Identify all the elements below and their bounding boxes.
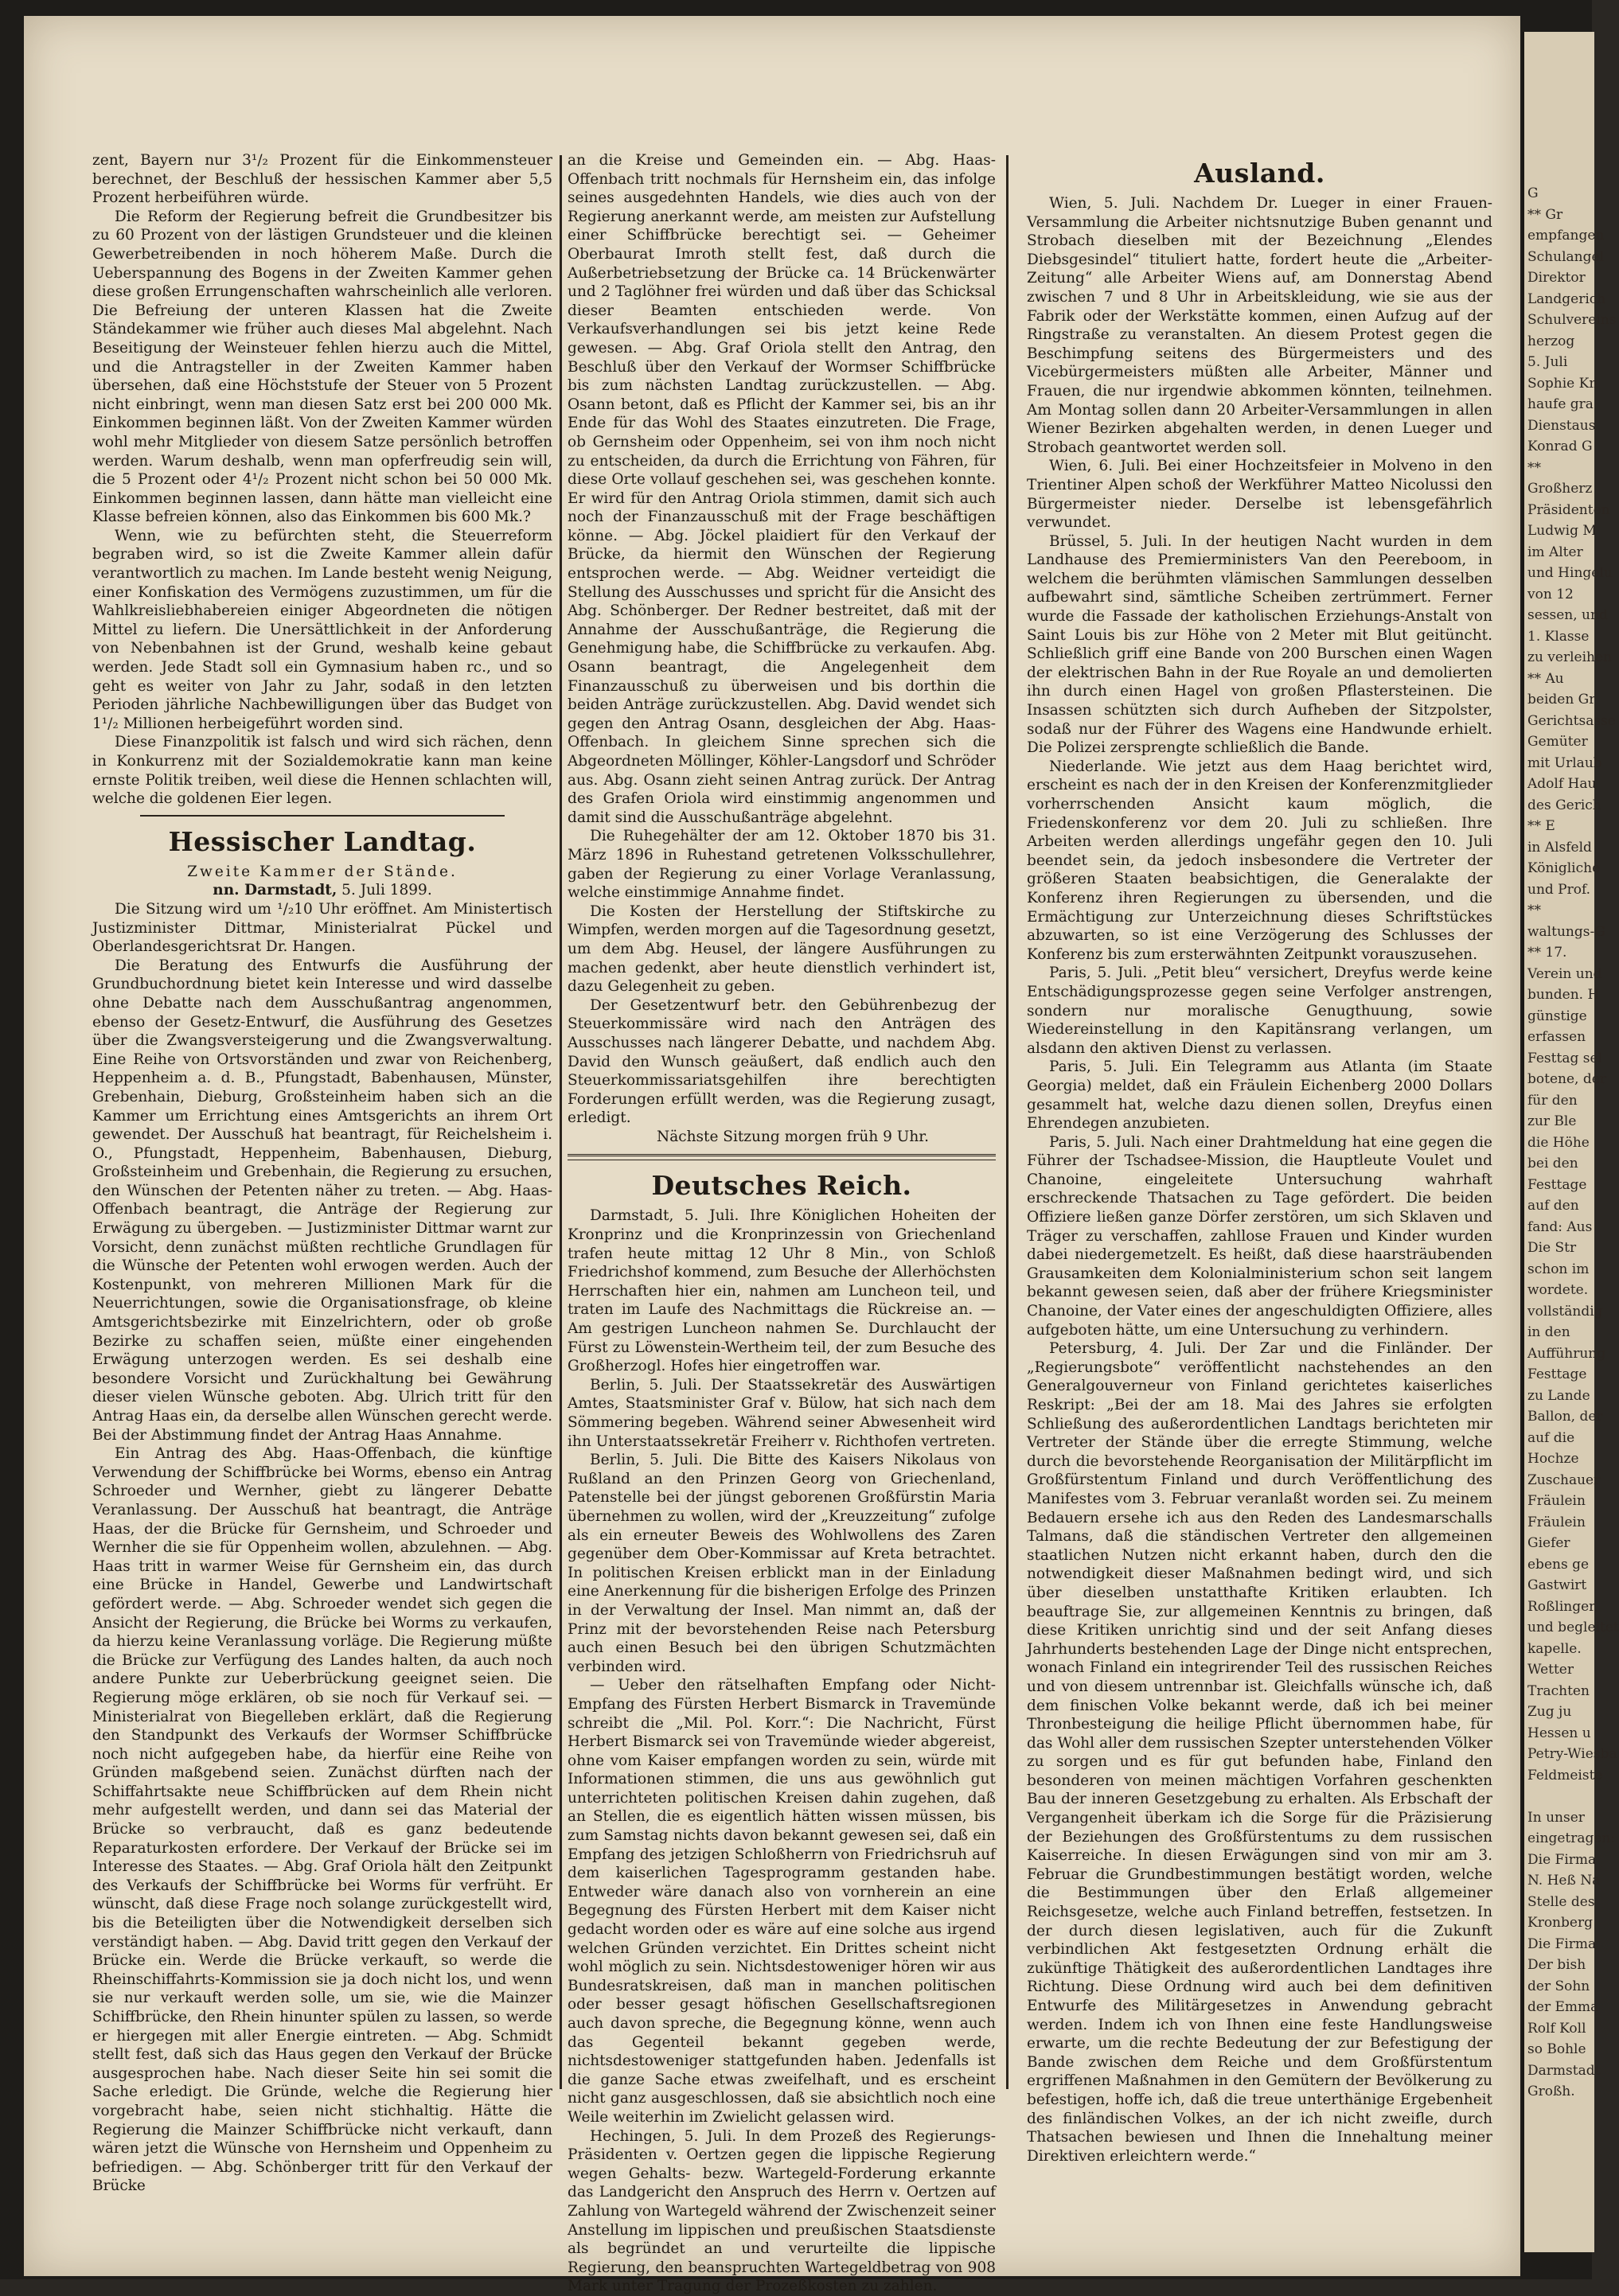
col2-paragraph-2: Die Ruhegehälter der am 12. Oktober 1870 bis 31. März 1896 in Ruhestand getretenen Volksschullehrer, gaben der Regierung zu einer Vorlage Veranlassung, welche einstimmige Annahme findet. bbox=[568, 828, 996, 902]
section-heading-ausland: Ausland. bbox=[1194, 158, 1325, 189]
col2-paragraph-4: Der Gesetzentwurf betr. den Gebührenbezug der Steuerkommissäre wird nach den Anträgen des Ausschusses nach längerer Debatte, und nachdem Abg. David den Wunsch geäußert, daß endlich auch den Steuerkommissariatsgehilfen ihre berechtigten Forderungen erfüllt werden, was die Regierung zusagt, erledigt. bbox=[568, 996, 996, 1127]
section-heading-hessischer-landtag: Hessischer Landtag. bbox=[168, 825, 477, 857]
col3-paragraph-6: Paris, 5. Juli. Ein Telegramm aus Atlanta (im Staate Georgia) meldet, daß ein Fräulein Eichenberg 2000 Dollars gesammelt hat, welche dazu dienen sollen, Dreyfus einen Ehrendegen anzubieten. bbox=[1027, 1058, 1492, 1132]
column-rule-2 bbox=[1006, 155, 1008, 2089]
col2-paragraph-5: Nächste Sitzung morgen früh 9 Uhr. bbox=[657, 1128, 929, 1145]
dateline-place: nn. Darmstadt, bbox=[213, 882, 337, 899]
col2-paragraph-6: Darmstadt, 5. Juli. Ihre Königlichen Hoheiten der Kronprinz und die Kronprinzessin von Griechenland trafen heute mittag 12 Uhr 8 Min., von Schloß Friedrichshof kommend, zum Besuche der Allerhöchsten Herrschaften hier ein, nahmen am Luncheon teil, und traten im Laufe des Nachmittags die Rückreise an. — Am gestrigen Luncheon nahmen Se. Durchlaucht der Fürst zu Löwenstein-Wertheim teil, der zum Besuche des Großherzogl. Hofes hier eingetroffen war. bbox=[568, 1207, 996, 1375]
col1-paragraph-6: Die Beratung des Entwurfs die Ausführung der Grundbuchordnung bietet kein Interesse und wird dasselbe ohne Debatte nach dem Ausschußantrag angenommen, ebenso der Gesetz-Entwurf, die Ausführung des Gesetzes über die Zwangsversteigerung und die Zwangsverwaltung. Eine Reihe von Ortsvorständen und zwar von Reichenberg, Heppenheim a. d. B., Pfungstadt, Babenhausen, Münster, Grebenhain, Dieburg, Großsteinheim haben sich an die Kammer um Errichtung eines Amtsgerichts an ihrem Ort gewendet. Der Ausschuß hat beantragt, für Reichelsheim i. O., Pfungstadt, Heppenheim, Babenhausen, Dieburg, Großsteinheim und Grebenhain, die Regierung zu ersuchen, den Wünschen der Petenten näher zu treten. — Abg. Haas-Offenbach beantragt, die Anträge der Regierung zur Erwägung zu übergeben. — Justizminister Dittmar warnt zur Vorsicht, denn zunächst müßten rechtliche Grundlagen für die Wünsche der Petenten wohl erwogen werden. Auch der Kostenpunkt, von mehreren Millionen Mark für die Neuerrichtungen, sowie die Organisationsfrage, ob kleine Amtsgerichtsbezirke mit Einzelrichtern, oder ob große Bezirke zu schaffen seien, müßte einer eingehenden Erwägung unterzogen werden. Es sei deshalb eine besondere Vorsicht und Zurückhaltung bei Gewährung dieser vielen Wünsche geboten. Abg. Ulrich tritt für den Antrag Haas ein, da derselbe allen Wünschen gerecht werde. Bei der Abstimmung findet der Antrag Haas Annahme. bbox=[92, 957, 552, 1444]
column-rule-1 bbox=[560, 155, 562, 2089]
col2-paragraph-8: Berlin, 5. Juli. Die Bitte des Kaisers Nikolaus von Rußland an den Prinzen Georg von Griechenland, Patenstelle bei der jüngst geborenen Großfürstin Maria übernehmen zu wollen, wird der „Kreuzzeitung“ zufolge als ein erneuter Beweis des Wohlwollens des Zaren gegenüber dem Ober-Kommissar auf Kreta betrachtet. In politischen Kreisen erblickt man in der Einladung eine Anerkennung für die bisherigen Erfolge des Prinzen in der Verwaltung der Insel. Man nimmt an, daß der Prinz mit der bevorstehenden Reise nach Petersburg auch einen Besuch bei den übrigen Schutzmächten verbinden wird. bbox=[568, 1452, 996, 1675]
col3-paragraph-7: Paris, 5. Juli. Nach einer Drahtmeldung hat eine gegen die Führer der Tschadsee-Mission, die Hauptleute Voulet und Chanoine, eingeleitete Untersuchung wahrhaft erschreckende Thatsachen zu Tage gefördert. Die beiden Offiziere ließen ganze Dörfer zerstören, um sich Sklaven und Träger zu verschaffen, zahllose Frauen und Kinder wurden dabei niedergemetzelt. Es heißt, daß diese haarsträubenden Grausamkeiten dem Kolonialministerium schon seit langem bekannt gewesen seien, daß aber der frühere Kriegsminister Chanoine, der Vater eines der angeschuldigten Offiziere, alles aufgeboten hätte, um eine Untersuchung zu verhindern. bbox=[1027, 1133, 1492, 1339]
adjacent-page-fragment: G ** Gr empfangen Schulangel Direktor Landgerich Schulvereins herzog 5. Juli Sophie Kn haufe gra Dienstaus Konrad G ** Großherz Präsidenten Ludwig M im Alter und Hingelu von 12 sessen, und 1. Klasse zu verleihen ** Au beiden Gr Gerichtsasse Gemüter mit Urlaub Adolf Hau des Gerich ** E in Alsfeld Königliche und Prof. ** waltungs-G ** 17. Verein und bunden. H günstige erfassen Festtag sel botene, der für den zur Ble die Höhe bei den Festtage auf den fand: Aus Die Str schon im wordete. vollständig in den Aufführung Festtage zu Lande Ballon, der auf die Hochze Zuschauer Fräulein Fräulein Giefer ebens ge Gastwirt Roßlinger, und begleitet kapelle. Wetter Trachten Zug ju Hessen u Petry-Wiesba Feldmeiste In unser eingetragen: Die Firma N. Heß Na Stelle des Kronberg Die Firma Der bish der Sohn der Emma Rolf Koll so Bohle Darmstadt Großh. bbox=[1527, 185, 1619, 2099]
dateline bbox=[92, 881, 552, 900]
column-1 bbox=[92, 151, 552, 2195]
col2-paragraph-3: Die Kosten der Herstellung der Stiftskirche zu Wimpfen, werden morgen auf die Tagesordnung gesetzt, um dem Abg. Heusel, der längere Ausführungen zu machen gedenkt, aber heute dienstlich verhindert ist, dazu Gelegenheit zu geben. bbox=[568, 902, 996, 996]
section-heading-deutsches-reich: Deutsches Reich. bbox=[651, 1170, 912, 1202]
section-separator bbox=[140, 815, 505, 817]
column-2 bbox=[568, 151, 996, 2295]
col1-paragraph-5: Die Sitzung wird um ¹/₂10 Uhr eröffnet. Am Ministertisch Justizminister Dittmar, Ministerialrat Pückel und Oberlandesgerichtsrat Dr. Hangen. bbox=[92, 900, 552, 956]
col1-paragraph-2: Die Reform der Regierung befreit die Grundbesitzer bis zu 60 Prozent von der lästigen Grundsteuer und die kleinen Gewerbetreibenden in noch höherem Maße. Durch die Ueberspannung des Bogens in der Zweiten Kammer gehen diese großen Errungenschaften wahrscheinlich alle verloren. Die Befreiung der unteren Klassen hat die Zweite Ständekammer wie früher auch dieses Mal abgelehnt. Nach Beseitigung der Weinsteuer fehlen hierzu auch die Mittel, und die Antragsteller in der Zweiten Kammer haben übersehen, daß eine Höchststufe der Steuer von 5 Prozent nicht einbringt, wenn man diesen Satz erst bei 200 000 Mk. Einkommen beginnen läßt. Von der Zweiten Kammer würden wohl mehr Mitglieder von diesem Satze persönlich betroffen werden. Warum deshalb, wenn man opferfreudig sein will, die 5 Prozent oder 4¹/₂ Prozent nicht schon bei 50 000 Mk. Einkommen beginnen lassen, dann hätte man vielleicht eine Klasse befreien können, also das Einkommen bis 600 Mk.? bbox=[92, 208, 552, 526]
col2-paragraph-10: Hechingen, 5. Juli. In dem Prozeß des Regierungs-Präsidenten v. Oertzen gegen die lippische Regierung wegen Gehalts- bezw. Wartegeld-Forderung erkannte das Landgericht den Anspruch des Herrn v. Oertzen auf Zahlung von Wartegeld während der Zwischenzeit seiner Anstellung im lippischen und preußischen Staatsdienste als begründet an und verurteilte die lippische Regierung, den beanspruchten Wartegeldbetrag von 908 Mark unter Tragung der Prozeßkosten zu zahlen. bbox=[568, 2127, 996, 2295]
col2-paragraph-7: Berlin, 5. Juli. Der Staatssekretär des Auswärtigen Amtes, Staatsminister Graf v. Bülow, hat sich nach dem Sömmering begeben. Während seiner Abwesenheit wird ihn Unterstaatssekretär Freiherr v. Richthofen vertreten. bbox=[568, 1376, 996, 1450]
col2-paragraph-9: — Ueber den rätselhaften Empfang oder Nicht-Empfang des Fürsten Herbert Bismarck in Travemünde schreibt die „Mil. Pol. Korr.“: Die Nachricht, Fürst Herbert Bismarck sei von Travemünde wieder abgereist, ohne vom Kaiser empfangen worden zu sein, würde mit Informationen stimmen, die uns aus gewöhnlich gut unterrichteten politischen Kreisen dahin zugehen, daß an Stellen, die es eigentlich hätten wissen müssen, bis zum Samstag nichts davon bekannt gewesen sei, daß ein Empfang des jetzigen Schloßherrn von Friedrichsruh auf dem kaiserlichen Tagesprogramm gestanden habe. Entweder wäre danach also von vornherein an eine Begegnung des Fürsten Herbert mit dem Kaiser nicht gedacht worden oder es wäre auf eine solche aus irgend welchen Gründen verzichtet. Ein Drittes scheint nicht wohl möglich zu sein. Nichtsdestoweniger hören wir aus Bundesratskreisen, daß man in manchen politischen oder besser gesagt höfischen Gesellschaftsregionen auch davon spreche, die Begegnung könne, wenn auch das Gegenteil bekannt gegeben werde, nichtsdestoweniger stattgefunden haben. Jedenfalls ist die ganze Sache etwas zweifelhaft, und es erscheint nicht ganz ausgeschlossen, daß sie absichtlich noch eine Weile weiterhin im Zwielicht gelassen wird. bbox=[568, 1677, 996, 2126]
column-3 bbox=[1027, 151, 1492, 2165]
col3-paragraph-4: Niederlande. Wie jetzt aus dem Haag berichtet wird, erscheint es nach der in den Kreisen der Konferenzmitglieder vorherrschenden Ansicht kaum möglich, die Friedenskonferenz vor dem 20. Juli zu schließen. Ihre Arbeiten werden allerdings ungefähr gegen den 10. Juli beendet sein, da jedoch insbesondere die Vertreter der größeren Staaten beabsichtigen, die Generalakte der Konferenz ihren Regierungen zu übersenden, und die Ermächtigung zur Unterzeichnung dieses Schriftstückes abzuwarten, so ist eine Verzögerung des Schlusses der Konferenz bis zum ersterwähnten Zeitpunkt vorauszusehen. bbox=[1027, 758, 1492, 963]
section-subheading: Zweite Kammer der Stände. bbox=[187, 863, 458, 880]
section-double-rule bbox=[568, 1154, 996, 1160]
col3-paragraph-1: Wien, 5. Juli. Nachdem Dr. Lueger in einer Frauen-Versammlung die Arbeiter nichtsnutzige Buben genannt und Strobach dieselben mit der Bezeichnung „Elendes Diebsgesindel“ tituliert hatte, fordert heute die „Arbeiter-Zeitung“ alle Arbeiter Wiens auf, am Donnerstag Abend zwischen 7 und 8 Uhr in Arbeitskleidung, wie sie aus der Fabrik oder der Werkstätte kommen, einen Aufzug auf der Ringstraße zu veranstalten. An diesem Protest gegen die Beschimpfung seitens des Bürgermeisters und des Vicebürgermeisters müßten alle Arbeiter, Männer und Frauen, die nur irgendwie abkommen könnten, teilnehmen. Am Montag sollen dann 20 Arbeiter-Versammlungen in allen Wiener Bezirken abgehalten werden, in denen Lueger und Strobach geantwortet werden soll. bbox=[1027, 195, 1492, 456]
col3-paragraph-5: Paris, 5. Juli. „Petit bleu“ versichert, Dreyfus werde keine Entschädigungsprozesse gegen seine Verfolger anstrengen, sondern nur moralische Genugthuung, sowie Wiedereinstellung in den Kapitänsrang verlangen, um alsdann den aktiven Dienst zu verlassen. bbox=[1027, 965, 1492, 1057]
col3-paragraph-2: Wien, 6. Juli. Bei einer Hochzeitsfeier in Molveno in den Trientiner Alpen schoß der Werkführer Matteo Nicolussi den Bürgermeister nieder. Derselbe ist lebensgefährlich verwundet. bbox=[1027, 458, 1492, 532]
col1-paragraph-4: Diese Finanzpolitik ist falsch und wird sich rächen, denn in Konkurrenz mit der Sozialdemokratie kann man keine ernste Politik treiben, weil diese die Hennen schlachten will, welche die goldenen Eier legen. bbox=[92, 734, 552, 808]
col1-paragraph-7: Ein Antrag des Abg. Haas-Offenbach, die künftige Verwendung der Schiffbrücke bei Worms, ebenso ein Antrag Schroeder und Wernher, giebt zu längerer Debatte Veranlassung. Der Ausschuß hat beantragt, die Anträge Haas, der die Brücke für Gernsheim, und Schroeder und Wernher die sie für Oppenheim wollen, abzulehnen. — Abg. Haas tritt in warmer Weise für Gernsheim ein, das durch eine Brücke in Handel, Gewerbe und Landwirtschaft gefördert werde. — Abg. Schroeder wendet sich gegen die Ansicht der Regierung, die Brücke bei Worms zu verkaufen, da hierzu keine Veranlassung vorläge. Die Regierung müßte die Brücke zur Verfügung des Landes halten, da auch noch andere Punkte zur Ueberbrückung geeignet seien. Die Regierung möge erklären, ob sie noch für Verkauf sei. — Ministerialrat von Biegelleben erklärt, daß die Regierung den Standpunkt des Verkaufs der Wormser Schiffbrücke noch nicht aufgegeben habe, da hierfür eine Reihe von Gründen maßgebend seien. Zunächst dürften nach der Schiffahrtsakte neue Schiffbrücken auf dem Rhein nicht mehr aufgestellt werden, und dann sei das Material der Brücke so verbraucht, daß es ganz bedeutende Reparaturkosten erfordere. Der Verkauf der Brücke sei im Interesse des Staates. — Abg. Graf Oriola hält den Zeitpunkt des Verkaufs der Schiffbrücke bei Worms für verfrüht. Er wünscht, daß diese Frage noch solange zurückgestellt wird, bis die Beteiligten über die Notwendigkeit derselben sich verständigt haben. — Abg. David tritt gegen den Verkauf der Brücke ein. Werde die Brücke verkauft, so werde die Rheinschiffahrts-Kommission sie ja doch nicht los, und wenn sie nur verkauft werden solle, um sie, wie die Mainzer Schiffbrücke, den Rhein hinunter spülen zu lassen, so werde er hiergegen mit aller Energie eintreten. — Abg. Schmidt stellt fest, daß sich das Haus gegen den Verkauf der Brücke ausgesprochen habe. Nach dieser Seite hin sei somit die Sache erledigt. Die Gründe, welche die Regierung hier vorgebracht habe, seien nicht stichhaltig. Hätte die Regierung die Mainzer Schiffbrücke nicht verkauft, dann wären jetzt die Wünsche von Hernsheim und Oppenheim zu befriedigen. — Abg. Schönberger tritt für den Verkauf der Brücke bbox=[92, 1445, 552, 2195]
col3-paragraph-3: Brüssel, 5. Juli. In der heutigen Nacht wurden in dem Landhause des Premierministers Van den Peereboom, in welchem die berühmten vlämischen Sammlungen desselben aufbewahrt sind, sämtliche Scheiben zertrümmert. Ferner wurde die Fassade der katholischen Erziehungs-Anstalt von Saint Louis bis zur Höhe von 2 Meter mit Blut geitüncht. Schließlich griff eine Bande von 200 Burschen einen Wagen der elektrischen Bahn in der Rue Royale an und demolierten ihn durch einen Hagel von großen Pflastersteinen. Die Insassen schützten sich durch Aufheben der Sitzpolster, sodaß nur der Führer des Wagens eine Handwunde erhielt. Die Polizei zersprengte schließlich die Bande. bbox=[1027, 532, 1492, 757]
col2-paragraph-1: an die Kreise und Gemeinden ein. — Abg. Haas-Offenbach tritt nochmals für Hernsheim ein, das infolge seines ausgedehnten Handels, wie dies auch von der Regierung anerkannt werde, am meisten zur Aufstellung einer Schiffbrücke berechtigt sei. — Geheimer Oberbaurat Imroth stellt fest, daß durch die Außerbetriebsetzung der Brücke ca. 14 Brückenwärter und 2 Taglöhner frei würden und daß über das Schicksal dieser Beamten entschieden werde. Von Verkaufsverhandlungen sei bis jetzt keine Rede gewesen. — Abg. Graf Oriola stellt den Antrag, den Beschluß über den Verkauf der Wormser Schiffbrücke bis zum nächsten Landtag zurückzustellen. — Abg. Osann betont, daß es Pflicht der Kammer sei, bis an ihr Ende für das Wohl des Staates einzutreten. Die Frage, ob Gernsheim oder Oppenheim, sei von ihm noch nicht zu entscheiden, da durch die Errichtung von Fähren, für diese Orte vollauf geschehen sei, was geschehen konnte. Er wird für den Antrag Oriola stimmen, damit sich auch noch der Finanzausschuß mit der Frage beschäftigen könne. — Abg. Jöckel plaidiert für den Verkauf der Brücke, da hiermit den Wünschen der Regierung entsprochen werde. — Abg. Weidner verteidigt die Stellung des Ausschusses und spricht für die Ansicht des Abg. Schönberger. Der Redner bestreitet, daß mit der Annahme der Ausschußanträge, die Regierung die Genehmigung habe, die Schiffbrücke zu verkaufen. Abg. Osann beantragt, die Angelegenheit dem Finanzausschuß zu überweisen und bis dorthin die beiden Anträge zurückzustellen. Abg. David wendet sich gegen den Antrag Osann, desgleichen der Abg. Haas-Offenbach. In gleichem Sinne sprechen sich die Abgeordneten Möllinger, Köhler-Langsdorf und Schröder aus. Abg. Osann zieht seinen Antrag zurück. Der Antrag des Grafen Oriola wird einstimmig angenommen und damit sind die Ausschußanträge abgelehnt. bbox=[568, 152, 996, 826]
col1-paragraph-1: zent, Bayern nur 3¹/₂ Prozent für die Einkommensteuer berechnet, der Beschluß der hessischen Kammer aber 5,5 Prozent herbeiführen würde. bbox=[92, 152, 552, 207]
adjacent-page-edge bbox=[1522, 32, 1619, 2252]
col3-paragraph-8: Petersburg, 4. Juli. Der Zar und die Finländer. Der „Regierungsbote“ veröffentlicht nachstehendes an den Generalgouverneur von Finland gerichtetes kaiserliches Reskript: „Bei der am 18. Mai des Jahres sie erfolgten Schließung des außerordentlichen Landtags berichteten mir Vertreter der Stände über die erregte Stimmung, welche durch die bevorstehende Reorganisation der Militärpflicht im Großfürstentum Finland und durch Veröffentlichung des Manifestes vom 3. Februar veranlaßt worden sei. Zu meinem Bedauern ersehe ich aus den Reden des Landesmarschalls Talmans, daß die ständischen Vertreter den allgemeinen staatlichen Nutzen nicht erkannt haben, durch den die notwendigkeit dieser Maßnahmen bedingt wird, und sich über dieselben unstatthafte Kritiken erlaubten. Ich beauftrage Sie, zur allgemeinen Kenntnis zu bringen, daß diese Kritiken unrichtig sind und der seit Anfang dieses Jahrhunderts bestehenden Lage der Dinge nicht entsprechen, wonach Finland ein integrirender Teil des russischen Reiches und von diesem untrennbar ist. Gleichfalls wünsche ich, daß dem finischen Volke bekannt werde, daß ich bei meiner Thronbesteigung die heilige Pflicht übernommen habe, für das Wohl aller dem russischen Szepter unterstehenden Völker zu sorgen und es für gut befunden habe, Finland den besonderen von meinen mächtigen Vorfahren geschenkten Bau der inneren Gesetzgebung zu erhalten. Als Erbschaft der Vergangenheit überkam ich die Sorge für die Präzisierung der Beziehungen des Großfürstentums zu dem russischen Kaiserreiche. In diesen Erwägungen sind von mir am 3. Februar die Grundbestimmungen bestätigt worden, welche die Bestimmungen über den Erlaß allgemeiner Reichsgesetze, welche auch Finland betreffen, festsetzen. In der durch diesen legislativen, auch für die Zukunft verbindlichen Akt festgesetzten Ordnung erhält die zukünftige Thätigkeit des außerordentlichen Landtages ihre Richtung. Diese Ordnung wird auch bei dem definitiven Entwurfe des Militärgesetzes in Anwendung gebracht werden. Indem ich von Ihnen eine feste Handlungsweise erwarte, um die rechte Bedeutung der zur Befestigung der Bande zwischen dem Reiche und dem Großfürstentum ergriffenen Maßnahmen in den Gemütern der Bevölkerung zu befestigen, hoffe ich, daß die treue unterthänige Ergebenheit des finländischen Volkes, an der ich nicht zweifle, durch Thatsachen bewiesen und Ihnen die Innehaltung meiner Direktiven erleichtern werde.“ bbox=[1027, 1340, 1492, 2165]
col1-paragraph-3: Wenn, wie zu befürchten steht, die Steuerreform begraben wird, so ist die Zweite Kammer allein dafür verantwortlich zu machen. Im Lande besteht wenig Neigung, einer Konfiskation des Vermögens zuzustimmen, um für die Wahlkreisliebhabereien einiger Abgeordneten die nötigen Mittel zu liefern. Die Unersättlichkeit in der Anforderung von Nebenbahnen ist der Grund, weshalb keine gebaut werden. Jede Stadt soll ein Gymnasium haben rc., und so geht es weiter von Jahr zu Jahr, sodaß in den letzten Perioden jährliche Nachbewilligungen über das Budget von 1¹/₂ Millionen herbeigeführt worden sind. bbox=[92, 527, 552, 732]
dateline-date: 5. Juli 1899. bbox=[341, 882, 432, 899]
